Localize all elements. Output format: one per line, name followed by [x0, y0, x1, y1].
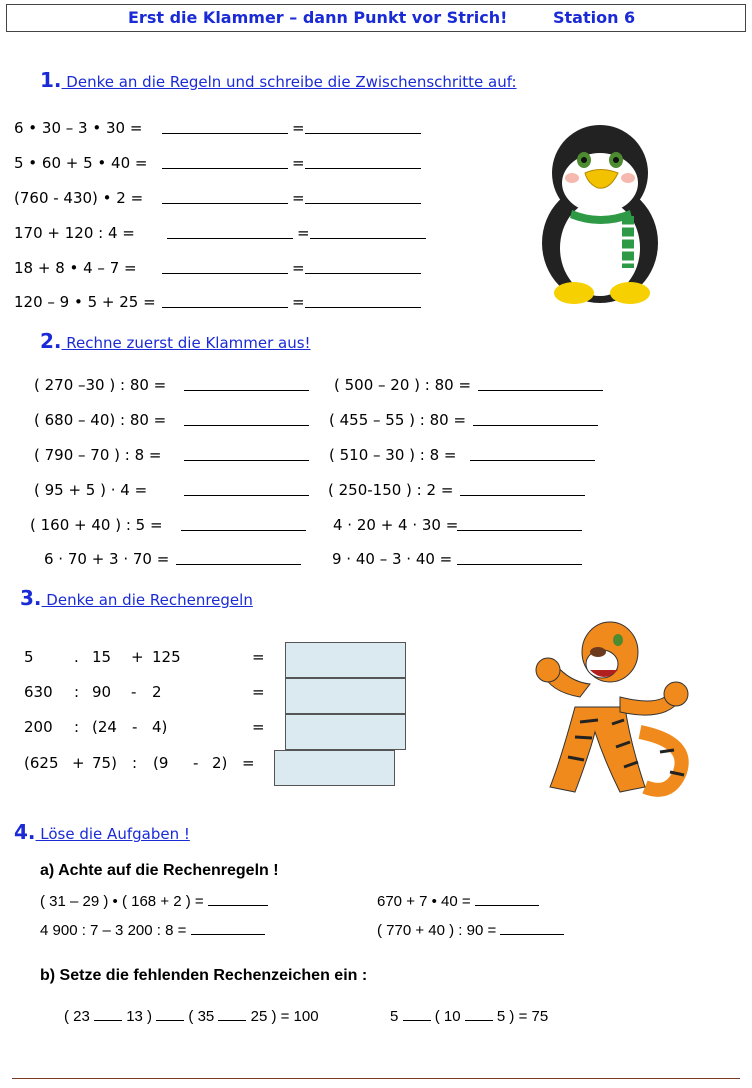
- answer-line[interactable]: [457, 564, 582, 565]
- answer-box[interactable]: [274, 750, 395, 786]
- s3-term: 630: [24, 683, 53, 701]
- s2-left-expression: 6 · 70 + 3 · 70 =: [44, 550, 170, 568]
- s2-left-expression: ( 95 + 5 ) · 4 =: [34, 481, 148, 499]
- answer-line[interactable]: [470, 460, 595, 461]
- s3-operator: :: [74, 683, 80, 701]
- answer-line[interactable]: [184, 390, 309, 391]
- s3-equals: =: [242, 754, 255, 772]
- answer-line[interactable]: [162, 168, 288, 169]
- answer-line[interactable]: [500, 920, 564, 935]
- s4a-expression: 670 + 7 • 40 =: [377, 893, 471, 910]
- s3-equals: =: [252, 683, 265, 701]
- answer-line[interactable]: [167, 238, 293, 239]
- s4b-term: 5 ) = 75: [496, 1008, 549, 1025]
- section2-heading: [40, 329, 311, 353]
- section3-title: Denke an die Rechenregeln: [41, 591, 253, 609]
- s3-term: 15: [92, 648, 112, 666]
- answer-line[interactable]: [184, 495, 309, 496]
- s3-term: 75): [92, 754, 117, 772]
- s1-expression: 120 – 9 • 5 + 25 =: [14, 293, 156, 311]
- s3-term: (625: [24, 754, 59, 772]
- s3-operator: :: [132, 754, 138, 772]
- answer-line[interactable]: [457, 530, 582, 531]
- s3-term: (24: [92, 718, 117, 736]
- s3-term: 4): [152, 718, 168, 736]
- operator-blank[interactable]: [94, 1006, 122, 1021]
- answer-line[interactable]: [162, 307, 288, 308]
- answer-line[interactable]: [184, 460, 309, 461]
- section4-title: Löse die Aufgaben !: [35, 825, 190, 843]
- s1-equals: =: [292, 189, 305, 207]
- s3-operator: .: [74, 648, 79, 666]
- s4a-expression: 4 900 : 7 – 3 200 : 8 =: [40, 922, 187, 939]
- answer-line[interactable]: [475, 891, 539, 906]
- s1-expression: (760 - 430) • 2 =: [14, 189, 144, 207]
- answer-line[interactable]: [162, 273, 288, 274]
- s3-operator: -: [193, 754, 199, 772]
- s2-right-expression: 9 · 40 – 3 · 40 =: [332, 550, 453, 568]
- section2-number: 2.: [40, 329, 62, 353]
- s4a-right-row: [377, 920, 564, 939]
- s2-right-expression: ( 510 – 30 ) : 8 =: [329, 446, 457, 464]
- section4-heading: [14, 820, 190, 844]
- operator-blank[interactable]: [218, 1006, 246, 1021]
- answer-line[interactable]: [305, 203, 421, 204]
- section1-heading: [40, 68, 517, 92]
- s3-term: 125: [152, 648, 181, 666]
- s4a-left-row: [40, 891, 268, 910]
- s2-left-expression: ( 680 – 40) : 80 =: [34, 411, 167, 429]
- s4b-term: ( 23: [64, 1008, 90, 1025]
- s3-operator: +: [72, 754, 85, 772]
- s1-expression: 5 • 60 + 5 • 40 =: [14, 154, 148, 172]
- answer-line[interactable]: [305, 168, 421, 169]
- s3-equals: =: [252, 648, 265, 666]
- answer-line[interactable]: [310, 238, 426, 239]
- s2-right-expression: ( 250-150 ) : 2 =: [328, 481, 454, 499]
- section2-title: Rechne zuerst die Klammer aus!: [61, 334, 311, 352]
- answer-line[interactable]: [305, 133, 421, 134]
- s2-left-expression: ( 790 – 70 ) : 8 =: [34, 446, 162, 464]
- section1-number: 1.: [40, 68, 62, 92]
- s2-right-expression: ( 455 – 55 ) : 80 =: [329, 411, 467, 429]
- s3-term: 2: [152, 683, 162, 701]
- s3-term: 200: [24, 718, 53, 736]
- operator-blank[interactable]: [465, 1006, 493, 1021]
- s3-term: 90: [92, 683, 112, 701]
- s2-left-expression: ( 270 –30 ) : 80 =: [34, 376, 167, 394]
- s2-left-expression: ( 160 + 40 ) : 5 =: [30, 516, 163, 534]
- s1-expression: 170 + 120 : 4 =: [14, 224, 135, 242]
- answer-line[interactable]: [176, 564, 301, 565]
- s3-term: (9: [153, 754, 169, 772]
- s3-operator: -: [132, 718, 138, 736]
- answer-line[interactable]: [184, 425, 309, 426]
- s1-equals: =: [292, 293, 305, 311]
- s4a-expression: ( 770 + 40 ) : 90 =: [377, 922, 497, 939]
- s1-expression: 18 + 8 • 4 – 7 =: [14, 259, 137, 277]
- section1-title: Denke an die Regeln und schreibe die Zwischenschritte auf:: [61, 73, 517, 91]
- s2-right-expression: ( 500 – 20 ) : 80 =: [334, 376, 472, 394]
- s4b-term: 13 ): [126, 1008, 153, 1025]
- answer-line[interactable]: [181, 530, 306, 531]
- answer-line[interactable]: [460, 495, 585, 496]
- operator-blank[interactable]: [403, 1006, 431, 1021]
- s4b-equation-2: [390, 1006, 548, 1025]
- s4a-left-row: [40, 920, 265, 939]
- section4-number: 4.: [14, 820, 36, 844]
- penguin-illustration: [530, 118, 670, 308]
- answer-line[interactable]: [208, 891, 268, 906]
- answer-line[interactable]: [162, 133, 288, 134]
- section3-heading: [20, 586, 253, 610]
- s4b-term: 25 ) = 100: [250, 1008, 319, 1025]
- s3-term: 2): [212, 754, 228, 772]
- answer-line[interactable]: [191, 920, 265, 935]
- s1-equals: =: [297, 224, 310, 242]
- s4b-term: ( 10: [434, 1008, 461, 1025]
- answer-box[interactable]: [285, 642, 406, 678]
- s2-right-expression: 4 · 20 + 4 · 30 =: [333, 516, 459, 534]
- section3-number: 3.: [20, 586, 42, 610]
- s3-operator: +: [131, 648, 144, 666]
- s4a-expression: ( 31 – 29 ) • ( 168 + 2 ) =: [40, 893, 204, 910]
- answer-box[interactable]: [285, 678, 406, 714]
- s3-operator: :: [74, 718, 80, 736]
- answer-line[interactable]: [305, 273, 421, 274]
- s1-equals: =: [292, 259, 305, 277]
- answer-line[interactable]: [478, 390, 603, 391]
- part-b-label: b) Setze die fehlenden Rechenzeichen ein :: [40, 967, 368, 984]
- s4b-term: ( 35: [188, 1008, 215, 1025]
- s3-operator: -: [131, 683, 137, 701]
- s1-equals: =: [292, 119, 305, 137]
- s4a-right-row: [377, 891, 539, 910]
- s1-equals: =: [292, 154, 305, 172]
- tiger-illustration: [520, 612, 700, 802]
- s4b-equation-1: [64, 1006, 319, 1025]
- s4b-term: 5: [390, 1008, 399, 1025]
- worksheet-title: Erst die Klammer – dann Punkt vor Strich!: [128, 8, 508, 27]
- s3-equals: =: [252, 718, 265, 736]
- answer-line[interactable]: [162, 203, 288, 204]
- answer-line[interactable]: [473, 425, 598, 426]
- operator-blank[interactable]: [156, 1006, 184, 1021]
- answer-line[interactable]: [305, 307, 421, 308]
- part-a-label: a) Achte auf die Rechenregeln !: [40, 862, 279, 879]
- s3-term: 5: [24, 648, 34, 666]
- footer-divider: [12, 1078, 740, 1079]
- station-label: Station 6: [553, 8, 636, 27]
- answer-box[interactable]: [285, 714, 406, 750]
- s1-expression: 6 • 30 – 3 • 30 =: [14, 119, 143, 137]
